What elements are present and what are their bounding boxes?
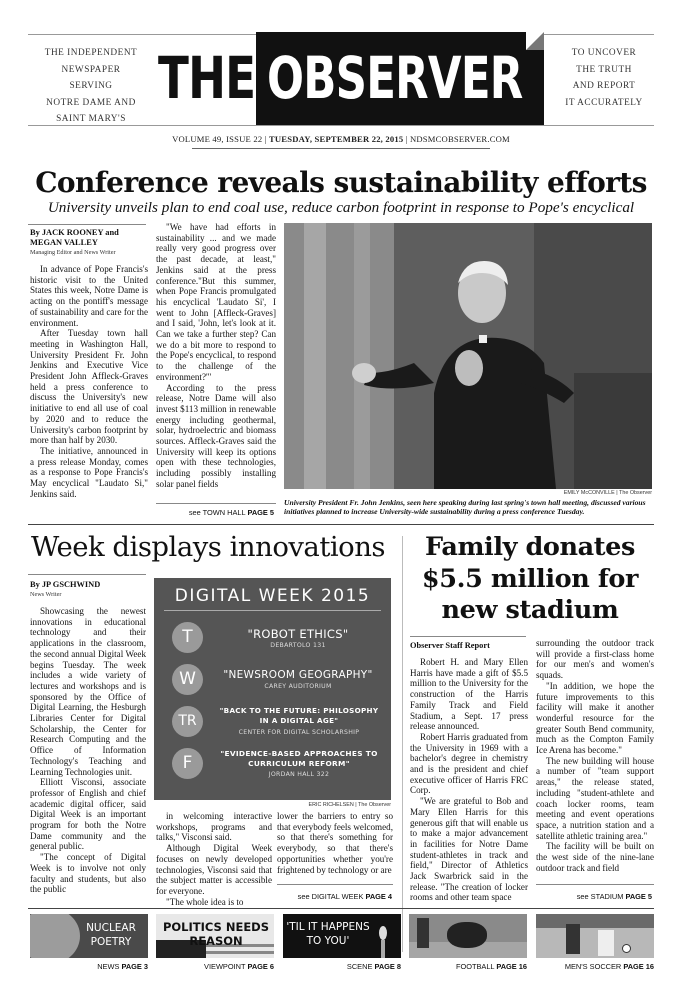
jump-rule: [277, 884, 393, 885]
teaser-scene-label[interactable]: SCENE PAGE 8: [346, 962, 401, 971]
issue-website[interactable]: | NDSMCOBSERVER.COM: [403, 134, 510, 144]
day-circle-wednesday: W: [172, 664, 203, 695]
graphic-credit: ERIC RICHELSEN | The Observer: [308, 802, 391, 808]
article-text: in welcoming interactive workshops, programs and talks," Visconsi said. Although Digital Week focuses on newly developed technologies, Visconsi said that the subject matter is accessible for everyone. "The whole idea is to: [156, 811, 272, 907]
issue-rule: [192, 148, 490, 149]
issue-date: TUESDAY, SEPTEMBER 22, 2015: [268, 134, 404, 144]
week-story-headline[interactable]: Week displays innovations: [30, 531, 386, 563]
event-location: CAREY AUDITORIUM: [264, 683, 332, 690]
graphic-rule: [164, 610, 381, 611]
digital-week-graphic[interactable]: [154, 578, 391, 800]
masthead-right-tagline: TO UNCOVER THE TRUTH AND REPORT IT ACCURATELY: [565, 48, 643, 108]
teaser-scene[interactable]: [283, 914, 401, 958]
player-silhouette: [417, 918, 429, 948]
stadium-story-column-2: [536, 638, 654, 873]
teaser-football-photo[interactable]: [409, 914, 527, 958]
stands: [536, 914, 654, 928]
candle-icon: [381, 940, 385, 958]
event-location: CENTER FOR DIGITAL SCHOLARSHIP: [238, 729, 360, 736]
day-circle-friday: F: [172, 748, 203, 779]
top-story-column-2: [156, 222, 276, 490]
teaser-soccer-photo[interactable]: [536, 914, 654, 958]
top-story-column-1: [30, 228, 148, 499]
jenkins-photo[interactable]: [284, 223, 652, 489]
player-silhouette: [566, 924, 580, 954]
stadium-story-headline[interactable]: Family donates $5.5 million for new stadium: [421, 532, 639, 625]
event-title: "NEWSROOM GEOGRAPHY": [223, 669, 373, 681]
teaser-scene-text: 'TIL IT HAPPENS TO YOU': [286, 921, 370, 947]
day-circle-tuesday: T: [172, 622, 203, 653]
soccer-ball-icon: [622, 944, 631, 953]
speaker-photo-illustration: [284, 223, 652, 489]
page-curl-icon: [526, 32, 544, 50]
week-story-column-2: [156, 811, 272, 907]
article-text: "We have had efforts in sustainability ... and we made really very good progress over the past decade, at least," Jenkins said at the press conference."But this summer, when Pope Francis promulgated his encyclical 'Laudato Si', I went to John [Affleck-Graves] and I said, 'John, let's look at it. Can we take a further step? Can we do a bit more to respond to the Pope's encyclical, to respond to the challenge of the environment?'" According to the press release, Notre Dame will also invest $113 million in renewable energy including geothermal, solar, hydroelectric and biomass sources. Affleck-Graves said the University will keep its options open with these technologies, including possibly installing solar panel fields: [156, 222, 276, 489]
candle-flame-icon: [379, 926, 387, 940]
strip-rule: [28, 908, 654, 909]
week-story-jump-link[interactable]: see DIGITAL WEEK PAGE 4: [297, 892, 392, 901]
top-story-jump-link[interactable]: see TOWN HALL PAGE 5: [188, 508, 274, 517]
teaser-soccer-label[interactable]: MEN'S SOCCER PAGE 16: [564, 962, 654, 971]
event-title: "EVIDENCE-BASED APPROACHES TO CURRICULUM REFORM": [220, 749, 378, 768]
issue-volume: VOLUME 49, ISSUE 22 |: [172, 134, 269, 144]
masthead-rule: [28, 125, 654, 126]
column-divider: [402, 536, 403, 952]
flag-stripe: [206, 951, 274, 954]
byline-rule: [28, 574, 146, 575]
stadium-story-byline: Observer Staff Report: [410, 641, 490, 650]
player-silhouette: [598, 930, 614, 956]
jump-rule: [156, 503, 276, 504]
article-text: lower the barriers to entry so that everybody feels welcomed, so that there's something for everybody, so that there's opportunities whether you're frightened by technology or are: [277, 811, 393, 875]
week-story-column-3: [277, 811, 393, 875]
event-title: "BACK TO THE FUTURE: PHILOSOPHY IN A DIGITAL AGE": [219, 706, 379, 725]
issue-line: [0, 134, 682, 144]
article-text: In advance of Pope Francis's historic visit to the United States this week, Notre Dame is acting on the pontiff's message of sustainability and care for the environment. After Tuesday town hall meeting in Washington Hall, University President Fr. John Jenkins and Executive Vice President John Affleck-Graves held a press conference to discuss the University's new initiative to end all use of coal by 2020 and to reduce the University's carbon footprint by more than half by 2030. The initiative, announced in a press release Monday, comes as a response to Pope Francis's May encyclical "Laudato Si," Jenkins said.: [30, 264, 148, 499]
day-circle-thursday: TR: [172, 706, 203, 737]
top-story-deck: University unveils plan to end coal use, reduce carbon footprint in response to Pope's encyclical: [47, 199, 635, 216]
masthead-name[interactable]: OBSERVER: [267, 44, 523, 112]
event-location: JORDAN HALL 322: [268, 771, 330, 778]
week-story-column-1: [30, 580, 146, 895]
teaser-news[interactable]: [30, 914, 148, 958]
masthead-left-tagline: THE INDEPENDENT NEWSPAPER SERVING NOTRE DAME AND SAINT MARY'S: [44, 48, 138, 124]
top-story-byline: By JACK ROONEY and MEGAN VALLEY: [30, 228, 119, 247]
teaser-viewpoint[interactable]: [156, 914, 274, 958]
teaser-viewpoint-label[interactable]: VIEWPOINT PAGE 6: [204, 962, 274, 971]
article-text: surrounding the outdoor track will provide a first-class home for our men's and women's squads. "In addition, we hope the future improvements to this facility will make it another wonderful resource for the greater South Bend community, much as the Compton Family Ice Arena has become." The new building will house a number of "team support areas," the release stated, including "student-athlete and coach locker rooms, team meeting and event operations space, a nutrition station and a satellite athletic training area." The facility will be built on the west side of the nine-lane outdoor track and field: [536, 638, 654, 873]
top-story-byline-title: Managing Editor and News Writer: [30, 249, 116, 256]
teaser-news-label[interactable]: NEWS PAGE 3: [97, 962, 148, 971]
article-text: Showcasing the newest innovations in educational technology and their applications in the classroom, the second annual Digital Week begins Tuesday. The week includes a wide variety of lectures and workshops and is sponsored by the Office of Digital Learning, the Hesburgh Libraries Center for Digital Scholarship, the Center for Research Computing and the Office of Information Technology's Teaching and Learning Technologies unit. Elliott Visconsi, associate professor of English and chief academic digital officer, said Digital Week is an important program for both the Notre Dame community and the general public. "The concept of Digital Week is to involve not only faculty and students, but also the public: [30, 606, 146, 895]
stadium-story-column-1: [410, 641, 528, 903]
byline-rule: [410, 636, 526, 637]
photo-caption: University President Fr. John Jenkins, seen here speaking during last spring's town hall meeting, discussed various initiatives planned to increase University-wide sustainability during a press conference Tuesday.: [284, 498, 646, 517]
football-players-silhouette: [447, 922, 487, 948]
masthead-the: THE: [158, 44, 256, 112]
week-story-byline: By JP GSCHWIND: [30, 580, 101, 589]
event-location: DEBARTOLO 131: [270, 642, 326, 649]
event-title: "ROBOT ETHICS": [247, 627, 349, 641]
week-story-byline-title: News Writer: [30, 591, 62, 598]
photo-credit: EMILY McCONVILLE | The Observer: [563, 490, 652, 496]
section-rule: [28, 524, 654, 525]
stadium-story-jump-link[interactable]: see STADIUM PAGE 5: [576, 892, 652, 901]
teaser-news-text: NUCLEAR POETRY: [86, 922, 136, 948]
digital-week-title: DIGITAL WEEK 2015: [174, 586, 371, 606]
mushroom-cloud-icon: [30, 914, 80, 958]
teaser-viewpoint-text: POLITICS NEEDS REASON: [162, 920, 270, 948]
top-story-headline[interactable]: Conference reveals sustainability efforts: [35, 166, 647, 199]
byline-rule: [28, 224, 146, 225]
teaser-football-label[interactable]: FOOTBALL PAGE 16: [455, 962, 527, 971]
jump-rule: [536, 884, 654, 885]
article-text: Robert H. and Mary Ellen Harris have made a gift of $5.5 million to the University for the construction of the Harris Family Track and Field Stadium, a Sept. 17 press release announced. Robert Harris graduated from the University in 1969 with a bachelor's degree in chemistry and is the president and chief executive officer of Harris FRC Corp. "We are grateful to Bob and Mary Ellen Harris for this generous gift that will enable us to make a major advancement in facilities for Notre Dame student-athletes in track and field," Director of Athletics Jack Swarbrick said in the release. "The creation of locker rooms and other team space: [410, 657, 528, 903]
